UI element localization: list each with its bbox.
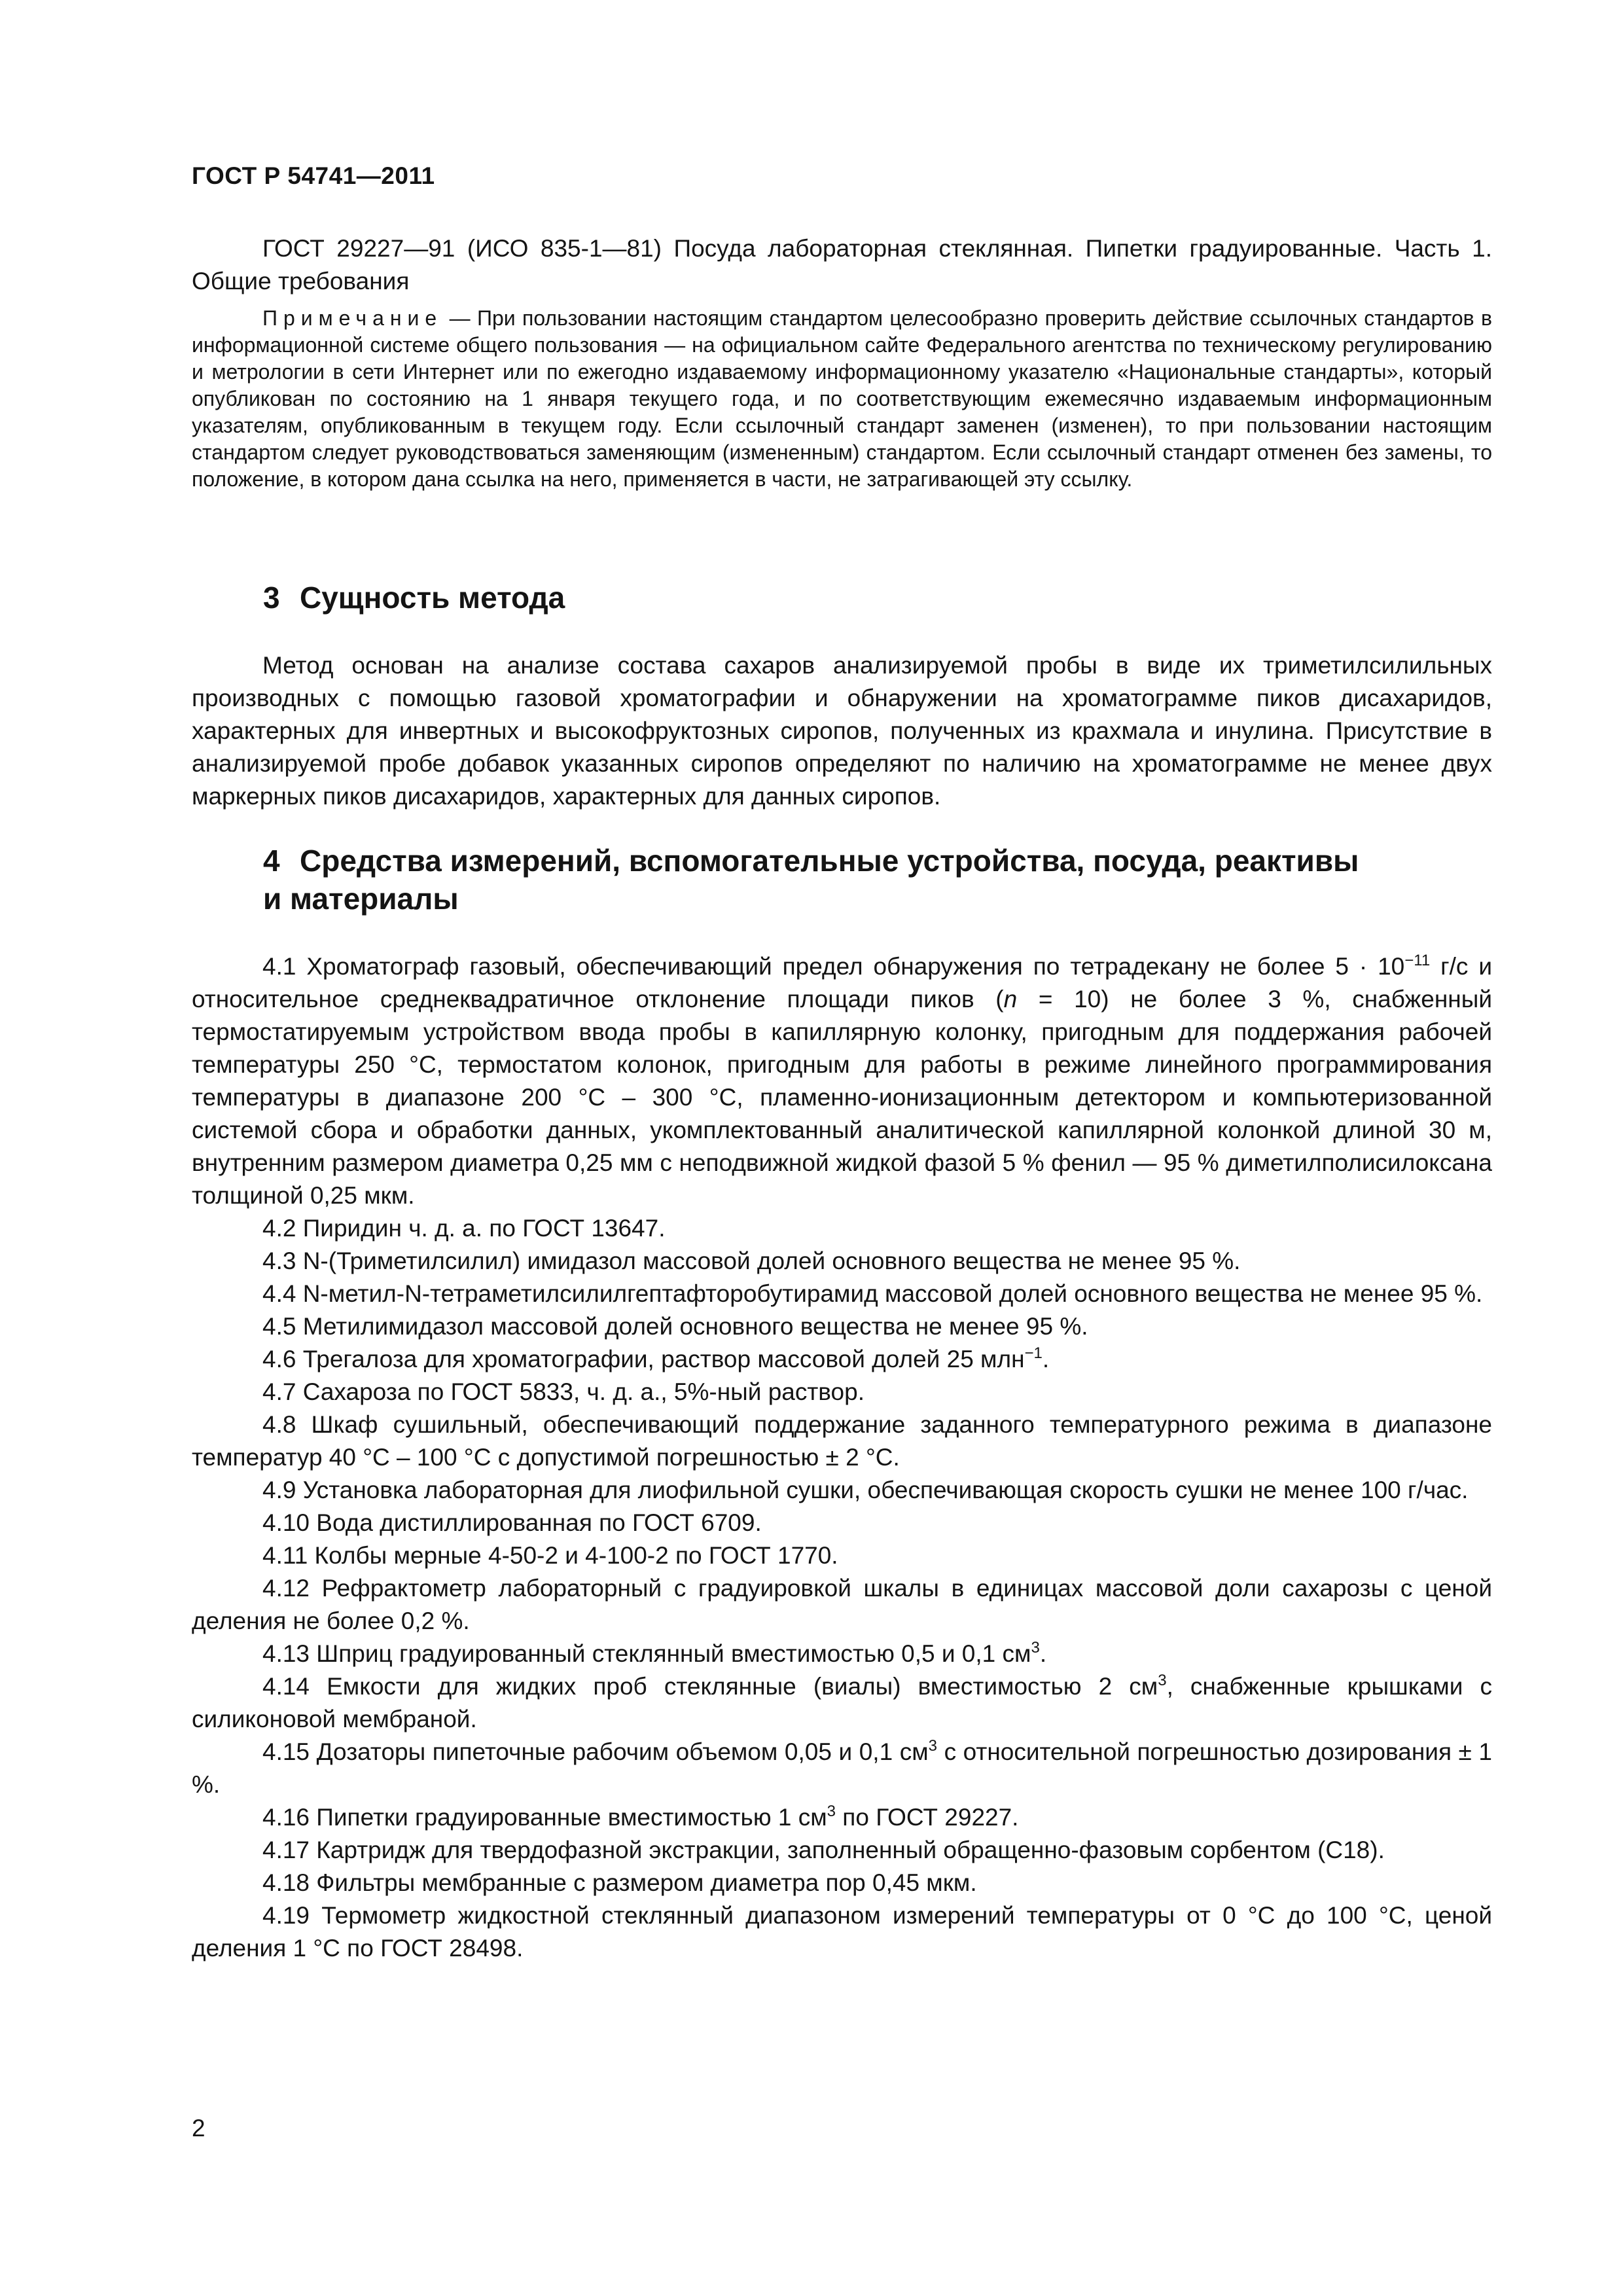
list-item-4-5: 4.5 Метилимидазол массовой долей основного вещества не менее 95 %. — [262, 1313, 1088, 1340]
list-item-4-13: 4.13 Шприц градуированный стеклянный вместимостью 0,5 и 0,1 $см^3$. — [262, 1639, 1047, 1667]
list-item-4-1: 4.1 Хроматограф газовый, обеспечивающий предел обнаружения по тетрадекану не более $5 \cdot 10^{-11}$ г/с и относительное среднеквадратичное отклонение площади пиков (n = 10) не более 3 %, снабженный термостатируемым устройством ввода пробы в капиллярную колонку, пригодным для поддержания рабочей температуры 250 °С, термостатом колонок, пригодным для работы в режиме линейного программирования температуры в диапазоне 200 °С – 300 °С, пламенно-ионизационным детектором и компьютеризованной системой сбора и обработки данных, укомплектованный аналитической капиллярной колонкой длиной 30 м, внутренним размером диаметра 0,25 мм с неподвижной жидкой фазой 5 % фенил — 95 % диметилполисилоксана толщиной 0,25 мкм. — [192, 952, 1492, 1209]
list-item-4-12: 4.12 Рефрактометр лабораторный с градуировкой шкалы в единицах массовой доли сахарозы с ценой деления не более 0,2 %. — [192, 1575, 1492, 1634]
section-4-heading — [192, 842, 1492, 918]
section-3-number: 3 — [263, 581, 280, 615]
list-item-4-15: 4.15 Дозаторы пипеточные рабочим объемом 0,05 и 0,1 $см^3$ с относительной погрешностью дозирования ± 1 %. — [192, 1737, 1492, 1798]
section-3-text: Метод основан на анализе состава сахаров анализируемой пробы в виде их триметилсилильных производных с помощью газовой хроматографии и обнаружении на хроматограмме пиков дисахаридов, характерных для инвертных и высокофруктозных сиропов, полученных из крахмала и инулина. Присутствие в анализируемой пробе добавок указанных сиропов определяют по наличию на хроматограмме не менее двух маркерных пиков дисахаридов, характерных для данных сиропов. — [192, 652, 1492, 810]
section-3-body — [192, 649, 1492, 813]
page-number: 2 — [192, 2115, 205, 2142]
note-text: — При пользовании настоящим стандартом целесообразно проверить действие ссылочных стандартов в информационной системе общего пользования — на официальном сайте Федерального агентства по техническому регулированию и метрологии в сети Интернет или по ежегодно издаваемому информационному указателю «Национальные стандарты», который опубликован по состоянию на 1 января текущего года, и по соответствующим ежемесячно издаваемым информационным указателям, опубликованным в текущем году. Если ссылочный стандарт заменен (изменен), то при пользовании настоящим стандартом следует руководствоваться заменяющим (измененным) стандартом. Если ссылочный стандарт отменен без замены, то положение, в котором дана ссылка на него, применяется в части, не затрагивающей эту ссылку. — [192, 306, 1492, 491]
section-4-title-line2: и материалы — [263, 882, 459, 916]
list-item-4-2: 4.2 Пиридин ч. д. а. по ГОСТ 13647. — [262, 1215, 666, 1242]
list-item-4-7: 4.7 Сахароза по ГОСТ 5833, ч. д. а., 5%-ный раствор. — [262, 1378, 865, 1405]
reference-text: ГОСТ 29227—91 (ИСО 835-1—81) Посуда лабораторная стеклянная. Пипетки градуированные. Часть 1. Общие требования — [192, 235, 1492, 295]
section-3-heading — [192, 579, 1492, 617]
section-4-list — [192, 950, 1492, 1965]
list-item-4-6: 4.6 Трегалоза для хроматографии, раствор массовой долей 25 млн$^{-1}$. — [262, 1344, 1050, 1372]
section-4-title-line1: Средства измерений, вспомогательные устройства, посуда, реактивы — [300, 844, 1359, 878]
list-item-4-9: 4.9 Установка лабораторная для лиофильной сушки, обеспечивающая скорость сушки не менее 100 г/час. — [262, 1477, 1469, 1503]
list-item-4-10: 4.10 Вода дистиллированная по ГОСТ 6709. — [262, 1509, 762, 1536]
section-4-number: 4 — [263, 844, 280, 878]
list-item-4-11: 4.11 Колбы мерные 4-50-2 и 4-100-2 по ГОСТ 1770. — [262, 1542, 838, 1569]
list-item-4-8: 4.8 Шкаф сушильный, обеспечивающий поддержание заданного температурного режима в диапазоне температур 40 °С – 100 °С с допустимой погрешностью ± 2 °С. — [192, 1411, 1492, 1471]
list-item-4-3: 4.3 N-(Триметилсилил) имидазол массовой долей основного вещества не менее 95 %. — [262, 1247, 1241, 1274]
reference-gost-29227 — [192, 232, 1492, 298]
list-item-4-14: 4.14 Емкости для жидких проб стеклянные (виалы) вместимостью 2 $см^3$, снабженные крышками с силиконовой мембраной. — [192, 1672, 1492, 1732]
list-item-4-19: 4.19 Термометр жидкостной стеклянный диапазоном измерений температуры от 0 °С до 100 °С, ценой деления 1 °С по ГОСТ 28498. — [192, 1902, 1492, 1962]
section-3-title: Сущность метода — [300, 581, 565, 615]
note-block — [192, 305, 1492, 493]
note-paragraph — [192, 305, 1492, 493]
list-item-4-18: 4.18 Фильтры мембранные с размером диаметра пор 0,45 мкм. — [262, 1869, 977, 1896]
list-item-4-17: 4.17 Картридж для твердофазной экстракции, заполненный обращенно-фазовым сорбентом (С18). — [262, 1837, 1385, 1863]
note-label: Примечание — [262, 306, 443, 330]
list-item-4-16: 4.16 Пипетки градуированные вместимостью 1 $см^3$ по ГОСТ 29227. — [262, 1803, 1019, 1831]
list-item-4-4: 4.4 N-метил-N-тетраметилсилилгептафторобутирамид массовой долей основного вещества не менее 95 %. — [262, 1280, 1483, 1307]
document-header-code: ГОСТ Р 54741—2011 — [192, 162, 435, 189]
